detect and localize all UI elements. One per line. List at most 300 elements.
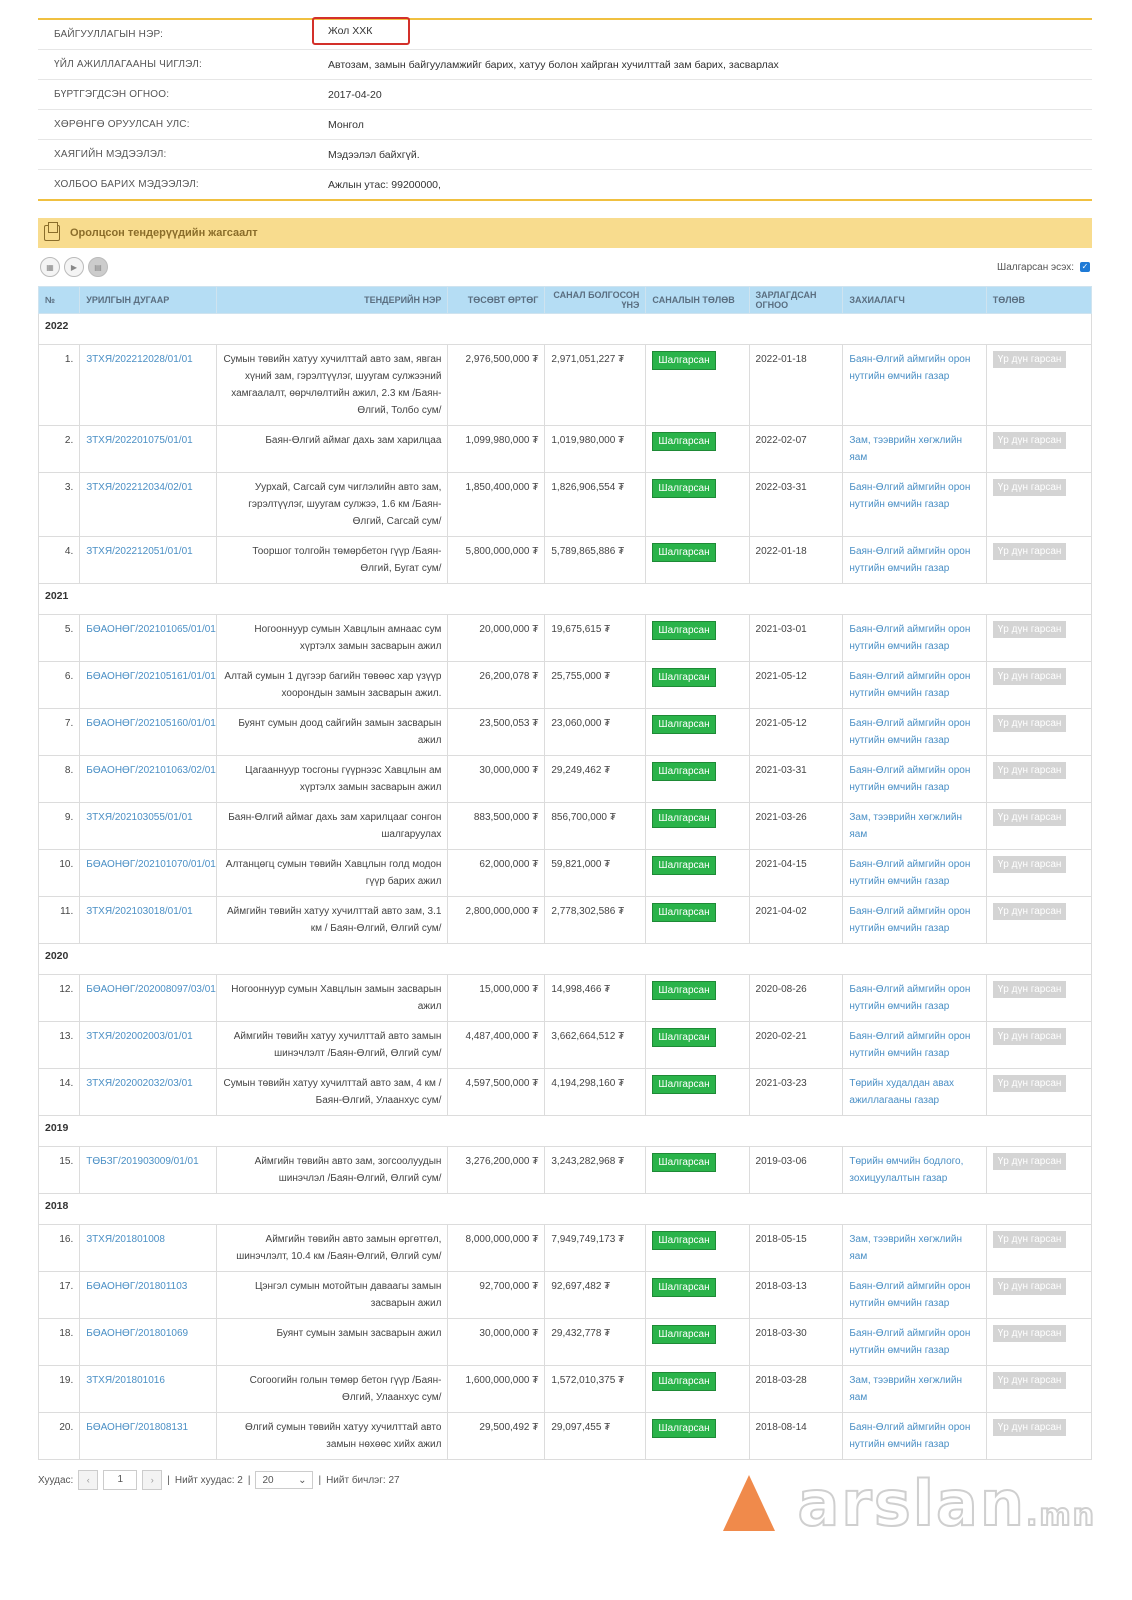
grid-view-icon[interactable]: ▦ (40, 257, 60, 277)
customer-link[interactable]: Баян-Өлгий аймгийн орон нутгийн өмчийн газар (843, 537, 986, 584)
offer-amount: 5,789,865,886 ₮ (545, 537, 646, 584)
announced-date: 2018-08-14 (749, 1413, 843, 1460)
announced-date: 2020-02-21 (749, 1022, 843, 1069)
budget-amount: 8,000,000,000 ₮ (448, 1225, 545, 1272)
budget-amount: 92,700,000 ₮ (448, 1272, 545, 1319)
budget-amount: 1,600,000,000 ₮ (448, 1366, 545, 1413)
offer-status-cell (646, 1147, 749, 1194)
offer-amount: 29,249,462 ₮ (545, 756, 646, 803)
offer-status-cell (646, 1225, 749, 1272)
org-info-label: ХАЯГИЙН МЭДЭЭЛЭЛ: (54, 149, 167, 160)
invitation-link[interactable]: БӨАОНӨГ/202105160/01/01 (80, 709, 217, 756)
invitation-link[interactable]: ЗТХЯ/202103018/01/01 (80, 897, 217, 944)
org-info-row (38, 20, 1092, 50)
invitation-link[interactable]: ЗТХЯ/202212028/01/01 (80, 345, 217, 426)
result-status-badge[interactable]: Үр дүн гарсан (993, 1278, 1067, 1295)
customer-link[interactable]: Зам, тээврийн хөгжлийн яам (843, 426, 986, 473)
tender-list-header (38, 218, 1092, 248)
tender-name: Сумын төвийн хатуу хучилттай авто зам, 4 км / Баян-Өлгий, Улаанхус сум/ (217, 1069, 448, 1116)
column-header[interactable]: САНАЛ БОЛГОСОН ҮНЭ (545, 287, 646, 314)
year-group-row (39, 944, 1092, 975)
invitation-link[interactable]: БӨАОНӨГ/202101065/01/01 (80, 615, 217, 662)
budget-amount: 5,800,000,000 ₮ (448, 537, 545, 584)
result-status-badge[interactable]: Үр дүн гарсан (993, 1075, 1067, 1092)
tender-name: Согоогийн голын төмөр бетон гүүр /Баян-Өлгий, Улаанхус сум/ (217, 1366, 448, 1413)
result-status-cell (986, 975, 1091, 1022)
offer-amount: 14,998,466 ₮ (545, 975, 646, 1022)
result-status-cell (986, 1366, 1091, 1413)
column-header[interactable]: ЗАХИАЛАГЧ (843, 287, 986, 314)
result-status-badge[interactable]: Үр дүн гарсан (993, 432, 1067, 449)
column-header[interactable]: ТЕНДЕРИЙН НЭР (217, 287, 448, 314)
offer-status-cell (646, 473, 749, 537)
play-icon[interactable]: ▶ (64, 257, 84, 277)
announced-date: 2021-03-23 (749, 1069, 843, 1116)
announced-date: 2022-02-07 (749, 426, 843, 473)
invitation-link[interactable]: БӨАОНӨГ/202008097/03/01 (80, 975, 217, 1022)
offer-amount: 856,700,000 ₮ (545, 803, 646, 850)
org-info-label: БАЙГУУЛЛАГЫН НЭР: (54, 29, 164, 40)
result-status-cell (986, 1225, 1091, 1272)
offer-status-badge: Шалгарсан (652, 715, 715, 734)
tender-name: Аймгийн төвийн авто зам, зогсоолуудын шинэчлэл /Баян-Өлгий, Өлгий сум/ (217, 1147, 448, 1194)
result-status-badge[interactable]: Үр дүн гарсан (993, 1231, 1067, 1248)
result-status-cell (986, 1022, 1091, 1069)
row-number: 17. (39, 1272, 80, 1319)
prev-page-button[interactable]: ‹ (78, 1470, 98, 1490)
customer-link[interactable]: Баян-Өлгий аймгийн орон нутгийн өмчийн газар (843, 615, 986, 662)
tender-name: Сумын төвийн хатуу хучилттай авто зам, явган хүний зам, гэрэлтүүлэг, шуугам сулжээний хамгаалалт, өөрчлөлтийн ажил, 2.3 км /Баян-Өлгий, Толбо сум/ (217, 345, 448, 426)
budget-amount: 62,000,000 ₮ (448, 850, 545, 897)
result-status-badge[interactable]: Үр дүн гарсан (993, 621, 1067, 638)
tender-name: Баян-Өлгий аймаг дахь зам харилцаа (217, 426, 448, 473)
row-number: 6. (39, 662, 80, 709)
budget-amount: 15,000,000 ₮ (448, 975, 545, 1022)
row-number: 5. (39, 615, 80, 662)
invitation-link[interactable]: БӨАОНӨГ/202105161/01/01 (80, 662, 217, 709)
announced-date: 2018-03-13 (749, 1272, 843, 1319)
table-row[interactable] (39, 537, 1092, 584)
tender-name: Өлгий сумын төвийн хатуу хучилттай авто замын нөхөөс хийх ажил (217, 1413, 448, 1460)
customer-link[interactable]: Баян-Өлгий аймгийн орон нутгийн өмчийн газар (843, 1319, 986, 1366)
announced-date: 2018-03-30 (749, 1319, 843, 1366)
invitation-link[interactable]: ЗТХЯ/201801008 (80, 1225, 217, 1272)
tender-name: Аймгийн төвийн хатуу хучилттай авто замын шинэчлэлт /Баян-Өлгий, Өлгий сум/ (217, 1022, 448, 1069)
row-number: 14. (39, 1069, 80, 1116)
announced-date: 2022-01-18 (749, 537, 843, 584)
row-number: 10. (39, 850, 80, 897)
invitation-link[interactable]: БӨАОНӨГ/201801103 (80, 1272, 217, 1319)
offer-status-cell (646, 975, 749, 1022)
offer-status-cell (646, 615, 749, 662)
table-row[interactable] (39, 1069, 1092, 1116)
invitation-link[interactable]: ЗТХЯ/202212051/01/01 (80, 537, 217, 584)
result-status-cell (986, 615, 1091, 662)
result-status-cell (986, 709, 1091, 756)
invitation-link[interactable]: ТӨБЗГ/201903009/01/01 (80, 1147, 217, 1194)
row-number: 20. (39, 1413, 80, 1460)
result-status-cell (986, 345, 1091, 426)
announced-date: 2021-04-15 (749, 850, 843, 897)
announced-date: 2022-03-31 (749, 473, 843, 537)
result-status-badge[interactable]: Үр дүн гарсан (993, 668, 1067, 685)
highlighted-org-name: Жол ХХК (312, 17, 410, 45)
page-content (38, 18, 1092, 1490)
tender-name: Аймгийн төвийн хатуу хучилттай авто зам, 3.1 км / Баян-Өлгий, Өлгий сум/ (217, 897, 448, 944)
org-info-panel (38, 18, 1092, 201)
offer-status-cell (646, 1413, 749, 1460)
offer-status-badge: Шалгарсан (652, 1419, 715, 1438)
budget-amount: 1,099,980,000 ₮ (448, 426, 545, 473)
customer-link[interactable]: Төрийн худалдан авах ажиллагааны газар (843, 1069, 986, 1116)
per-page-select[interactable]: 20 ⌄ (255, 1471, 313, 1489)
column-header[interactable]: УРИЛГЫН ДУГААР (80, 287, 217, 314)
tender-name: Ногооннуур сумын Хавцлын амнаас сум хүртэлх замын засварын ажил (217, 615, 448, 662)
offer-status-cell (646, 1319, 749, 1366)
customer-link[interactable]: Баян-Өлгий аймгийн орон нутгийн өмчийн газар (843, 897, 986, 944)
budget-amount: 2,800,000,000 ₮ (448, 897, 545, 944)
offer-status-badge: Шалгарсан (652, 903, 715, 922)
customer-link[interactable]: Баян-Өлгий аймгийн орон нутгийн өмчийн газар (843, 975, 986, 1022)
announced-date: 2019-03-06 (749, 1147, 843, 1194)
table-row[interactable] (39, 1272, 1092, 1319)
invitation-link[interactable]: ЗТХЯ/201801016 (80, 1366, 217, 1413)
result-status-badge[interactable]: Үр дүн гарсан (993, 809, 1067, 826)
org-name-value (314, 25, 1092, 45)
column-header[interactable]: ЗАРЛАГДСАН ОГНОО (749, 287, 843, 314)
offer-status-cell (646, 1366, 749, 1413)
customer-link[interactable]: Баян-Өлгий аймгийн орон нутгийн өмчийн газар (843, 473, 986, 537)
table-row[interactable] (39, 1366, 1092, 1413)
org-info-row (38, 80, 1092, 110)
result-status-badge[interactable]: Үр дүн гарсан (993, 1419, 1067, 1436)
table-row[interactable] (39, 1413, 1092, 1460)
offer-amount: 4,194,298,160 ₮ (545, 1069, 646, 1116)
row-number: 8. (39, 756, 80, 803)
column-header[interactable]: № (39, 287, 80, 314)
announced-date: 2021-03-26 (749, 803, 843, 850)
row-number: 4. (39, 537, 80, 584)
row-number: 13. (39, 1022, 80, 1069)
result-status-badge[interactable]: Үр дүн гарсан (993, 1153, 1067, 1170)
offer-amount: 23,060,000 ₮ (545, 709, 646, 756)
year-group-row (39, 1194, 1092, 1225)
offer-amount: 59,821,000 ₮ (545, 850, 646, 897)
budget-amount: 3,276,200,000 ₮ (448, 1147, 545, 1194)
result-status-cell (986, 756, 1091, 803)
org-info-value: 2017-04-20 (328, 88, 382, 101)
tender-name: Уурхай, Сагсай сум чиглэлийн авто зам, гэрэлтүүлэг, шуугам сулжээ, 1.6 км /Баян-Өлгий, Сагсай сум/ (217, 473, 448, 537)
invitation-link[interactable]: БӨАОНӨГ/202101070/01/01 (80, 850, 217, 897)
customer-link[interactable]: Баян-Өлгий аймгийн орон нутгийн өмчийн газар (843, 345, 986, 426)
invitation-link[interactable]: ЗТХЯ/202103055/01/01 (80, 803, 217, 850)
customer-link[interactable]: Баян-Өлгий аймгийн орон нутгийн өмчийн газар (843, 1413, 986, 1460)
org-info-value: Монгол (328, 118, 364, 131)
total-records: Нийт бичлэг: 27 (326, 1474, 400, 1486)
result-status-badge[interactable]: Үр дүн гарсан (993, 479, 1067, 496)
tender-name: Цагааннуур тосгоны гүүрнээс Хавцлын ам хүртэлх замын засварын ажил (217, 756, 448, 803)
offer-status-cell (646, 662, 749, 709)
customer-link[interactable]: Зам, тээврийн хөгжлийн яам (843, 1225, 986, 1272)
table-row[interactable] (39, 1225, 1092, 1272)
result-status-badge[interactable]: Үр дүн гарсан (993, 1325, 1067, 1342)
budget-amount: 23,500,053 ₮ (448, 709, 545, 756)
row-number: 19. (39, 1366, 80, 1413)
result-status-cell (986, 1147, 1091, 1194)
customer-link[interactable]: Баян-Өлгий аймгийн орон нутгийн өмчийн газар (843, 756, 986, 803)
offer-status-badge: Шалгарсан (652, 479, 715, 498)
table-row[interactable] (39, 1147, 1092, 1194)
org-info-row (38, 50, 1092, 80)
offer-status-cell (646, 1022, 749, 1069)
table-row[interactable] (39, 803, 1092, 850)
offer-status-badge: Шалгарсан (652, 668, 715, 687)
tender-name: Алтай сумын 1 дүгээр багийн төвөөс хар үзүүр хоорондын замын засварын ажил. (217, 662, 448, 709)
result-status-badge[interactable]: Үр дүн гарсан (993, 981, 1067, 998)
org-info-label: ҮЙЛ АЖИЛЛАГААНЫ ЧИГЛЭЛ: (54, 59, 202, 70)
section-title: Оролцсон тендерүүдийн жагсаалт (70, 227, 258, 239)
row-number: 2. (39, 426, 80, 473)
table-toolbar (38, 248, 1092, 286)
table-row[interactable] (39, 1022, 1092, 1069)
table-row[interactable] (39, 897, 1092, 944)
budget-amount: 29,500,492 ₮ (448, 1413, 545, 1460)
budget-amount: 1,850,400,000 ₮ (448, 473, 545, 537)
offer-amount: 7,949,749,173 ₮ (545, 1225, 646, 1272)
page-label: Хуудас: (38, 1474, 74, 1486)
tender-table (38, 286, 1092, 1460)
announced-date: 2021-05-12 (749, 709, 843, 756)
offer-amount: 1,572,010,375 ₮ (545, 1366, 646, 1413)
budget-amount: 30,000,000 ₮ (448, 1319, 545, 1366)
table-row[interactable] (39, 345, 1092, 426)
table-row[interactable] (39, 1319, 1092, 1366)
tender-name: Тооршог толгойн төмөрбетон гүүр /Баян-Өлгий, Бугат сум/ (217, 537, 448, 584)
announced-date: 2018-03-28 (749, 1366, 843, 1413)
year-label: 2022 (39, 314, 1092, 345)
result-status-badge[interactable]: Үр дүн гарсан (993, 903, 1067, 920)
year-label: 2018 (39, 1194, 1092, 1225)
offer-amount: 1,826,906,554 ₮ (545, 473, 646, 537)
budget-amount: 26,200,078 ₮ (448, 662, 545, 709)
result-status-cell (986, 1069, 1091, 1116)
year-label: 2020 (39, 944, 1092, 975)
result-status-cell (986, 537, 1091, 584)
column-header[interactable]: ТӨСӨВТ ӨРТӨГ (448, 287, 545, 314)
offer-amount: 2,778,302,586 ₮ (545, 897, 646, 944)
invitation-link[interactable]: БӨАОНӨГ/201801069 (80, 1319, 217, 1366)
offer-status-cell (646, 1272, 749, 1319)
offer-status-badge: Шалгарсан (652, 1075, 715, 1094)
offer-status-badge: Шалгарсан (652, 432, 715, 451)
year-group-row (39, 1116, 1092, 1147)
offer-status-badge: Шалгарсан (652, 981, 715, 1000)
pagination: Хуудас: ‹ 1 › | Нийт хуудас: 2 | 20 ⌄ | Нийт бичлэг: 27 (38, 1470, 1092, 1490)
column-header[interactable]: ТӨЛӨВ (986, 287, 1091, 314)
offer-status-cell (646, 756, 749, 803)
result-status-cell (986, 662, 1091, 709)
announced-date: 2021-05-12 (749, 662, 843, 709)
row-number: 15. (39, 1147, 80, 1194)
table-row[interactable] (39, 615, 1092, 662)
result-status-badge[interactable]: Үр дүн гарсан (993, 1372, 1067, 1389)
announced-date: 2022-01-18 (749, 345, 843, 426)
tender-name: Буянт сумын доод сайгийн замын засварын ажил (217, 709, 448, 756)
offer-status-cell (646, 345, 749, 426)
offer-amount: 2,971,051,227 ₮ (545, 345, 646, 426)
announced-date: 2021-03-31 (749, 756, 843, 803)
offer-status-badge: Шалгарсан (652, 1325, 715, 1344)
customer-link[interactable]: Зам, тээврийн хөгжлийн яам (843, 1366, 986, 1413)
offer-status-badge: Шалгарсан (652, 762, 715, 781)
budget-amount: 4,597,500,000 ₮ (448, 1069, 545, 1116)
result-status-cell (986, 1272, 1091, 1319)
customer-link[interactable]: Төрийн өмчийн бодлого, зохицуулалтын газар (843, 1147, 986, 1194)
org-info-row (38, 140, 1092, 170)
year-group-row (39, 584, 1092, 615)
result-status-cell (986, 426, 1091, 473)
offer-amount: 25,755,000 ₮ (545, 662, 646, 709)
invitation-link[interactable]: ЗТХЯ/202002032/03/01 (80, 1069, 217, 1116)
result-status-badge[interactable]: Үр дүн гарсан (993, 1028, 1067, 1045)
tender-name: Аймгийн төвийн авто замын өргөтгөл, шинэчлэлт, 10.4 км /Баян-Өлгий, Өлгий сум/ (217, 1225, 448, 1272)
next-page-button[interactable]: › (142, 1470, 162, 1490)
budget-amount: 883,500,000 ₮ (448, 803, 545, 850)
offer-status-cell (646, 426, 749, 473)
table-row[interactable] (39, 709, 1092, 756)
won-filter-label: Шалгарсан эсэх: (997, 261, 1074, 273)
customer-link[interactable]: Баян-Өлгий аймгийн орон нутгийн өмчийн газар (843, 662, 986, 709)
invitation-link[interactable]: БӨАОНӨГ/202101063/02/01 (80, 756, 217, 803)
result-status-badge[interactable]: Үр дүн гарсан (993, 762, 1067, 779)
offer-status-cell (646, 803, 749, 850)
offer-amount: 29,432,778 ₮ (545, 1319, 646, 1366)
row-number: 1. (39, 345, 80, 426)
total-pages: Нийт хуудас: 2 (174, 1474, 243, 1486)
announced-date: 2018-05-15 (749, 1225, 843, 1272)
invitation-link[interactable]: БӨАОНӨГ/201808131 (80, 1413, 217, 1460)
table-row[interactable] (39, 850, 1092, 897)
result-status-badge[interactable]: Үр дүн гарсан (993, 715, 1067, 732)
budget-amount: 20,000,000 ₮ (448, 615, 545, 662)
offer-status-badge: Шалгарсан (652, 1028, 715, 1047)
invitation-link[interactable]: ЗТХЯ/202212034/02/01 (80, 473, 217, 537)
export-icon[interactable]: ▤ (88, 257, 108, 277)
org-info-label: ХОЛБОО БАРИХ МЭДЭЭЛЭЛ: (54, 179, 199, 190)
chevron-down-icon: ⌄ (298, 1474, 307, 1486)
offer-amount: 3,243,282,968 ₮ (545, 1147, 646, 1194)
arslan-logo: arslan.mn (723, 1468, 1096, 1538)
offer-amount: 1,019,980,000 ₮ (545, 426, 646, 473)
page-input[interactable]: 1 (103, 1470, 137, 1490)
offer-status-cell (646, 897, 749, 944)
row-number: 9. (39, 803, 80, 850)
offer-status-badge: Шалгарсан (652, 1231, 715, 1250)
invitation-link[interactable]: ЗТХЯ/202002003/01/01 (80, 1022, 217, 1069)
offer-amount: 29,097,455 ₮ (545, 1413, 646, 1460)
year-group-row (39, 314, 1092, 345)
table-row[interactable] (39, 975, 1092, 1022)
offer-status-badge: Шалгарсан (652, 809, 715, 828)
year-label: 2021 (39, 584, 1092, 615)
budget-amount: 4,487,400,000 ₮ (448, 1022, 545, 1069)
row-number: 18. (39, 1319, 80, 1366)
offer-status-badge: Шалгарсан (652, 543, 715, 562)
column-header[interactable]: САНАЛЫН ТӨЛӨВ (646, 287, 749, 314)
org-info-value: Автозам, замын байгууламжийг барих, хатуу болон хайрган хучилттай зам барих, засварлах (328, 58, 779, 71)
customer-link[interactable]: Зам, тээврийн хөгжлийн яам (843, 803, 986, 850)
row-number: 11. (39, 897, 80, 944)
copy-icon (44, 225, 60, 241)
offer-status-cell (646, 709, 749, 756)
row-number: 7. (39, 709, 80, 756)
row-number: 12. (39, 975, 80, 1022)
result-status-cell (986, 1319, 1091, 1366)
announced-date: 2020-08-26 (749, 975, 843, 1022)
tender-name: Алтанцөгц сумын төвийн Хавцлын голд модон гүүр барих ажил (217, 850, 448, 897)
result-status-cell (986, 803, 1091, 850)
row-number: 16. (39, 1225, 80, 1272)
org-info-row (38, 170, 1092, 199)
offer-status-badge: Шалгарсан (652, 856, 715, 875)
result-status-badge[interactable]: Үр дүн гарсан (993, 856, 1067, 873)
org-info-row (38, 110, 1092, 140)
offer-status-badge: Шалгарсан (652, 621, 715, 640)
result-status-badge[interactable]: Үр дүн гарсан (993, 351, 1067, 368)
org-info-label: БҮРТГЭГДСЭН ОГНОО: (54, 89, 170, 100)
table-row[interactable] (39, 473, 1092, 537)
tender-name: Ногооннуур сумын Хавцлын замын засварын ажил (217, 975, 448, 1022)
invitation-link[interactable]: ЗТХЯ/202201075/01/01 (80, 426, 217, 473)
budget-amount: 30,000,000 ₮ (448, 756, 545, 803)
offer-status-badge: Шалгарсан (652, 1278, 715, 1297)
result-status-cell (986, 1413, 1091, 1460)
org-info-value: Мэдээлэл байхгүй. (328, 148, 420, 161)
offer-status-cell (646, 1069, 749, 1116)
year-label: 2019 (39, 1116, 1092, 1147)
result-status-cell (986, 897, 1091, 944)
result-status-cell (986, 473, 1091, 537)
tender-name: Баян-Өлгий аймаг дахь зам харилцааг сонгон шалгаруулах (217, 803, 448, 850)
offer-status-cell (646, 537, 749, 584)
org-info-value: Ажлын утас: 99200000, (328, 178, 441, 191)
tender-name: Цэнгэл сумын мотойтын даваагы замын засварын ажил (217, 1272, 448, 1319)
table-row[interactable] (39, 662, 1092, 709)
offer-amount: 3,662,664,512 ₮ (545, 1022, 646, 1069)
budget-amount: 2,976,500,000 ₮ (448, 345, 545, 426)
announced-date: 2021-04-02 (749, 897, 843, 944)
offer-status-cell (646, 850, 749, 897)
table-row[interactable] (39, 756, 1092, 803)
org-info-label: ХӨРӨНГӨ ОРУУЛСАН УЛС: (54, 119, 190, 130)
table-row[interactable] (39, 426, 1092, 473)
announced-date: 2021-03-01 (749, 615, 843, 662)
row-number: 3. (39, 473, 80, 537)
offer-amount: 19,675,615 ₮ (545, 615, 646, 662)
offer-status-badge: Шалгарсан (652, 351, 715, 370)
won-filter-checkbox[interactable]: ✓ (1081, 262, 1089, 271)
customer-link[interactable]: Баян-Өлгий аймгийн орон нутгийн өмчийн газар (843, 1272, 986, 1319)
customer-link[interactable]: Баян-Өлгий аймгийн орон нутгийн өмчийн газар (843, 850, 986, 897)
offer-status-badge: Шалгарсан (652, 1372, 715, 1391)
logo-triangle-icon (723, 1475, 775, 1531)
customer-link[interactable]: Баян-Өлгий аймгийн орон нутгийн өмчийн газар (843, 1022, 986, 1069)
result-status-badge[interactable]: Үр дүн гарсан (993, 543, 1067, 560)
tender-name: Буянт сумын замын засварын ажил (217, 1319, 448, 1366)
offer-status-badge: Шалгарсан (652, 1153, 715, 1172)
customer-link[interactable]: Баян-Өлгий аймгийн орон нутгийн өмчийн газар (843, 709, 986, 756)
offer-amount: 92,697,482 ₮ (545, 1272, 646, 1319)
